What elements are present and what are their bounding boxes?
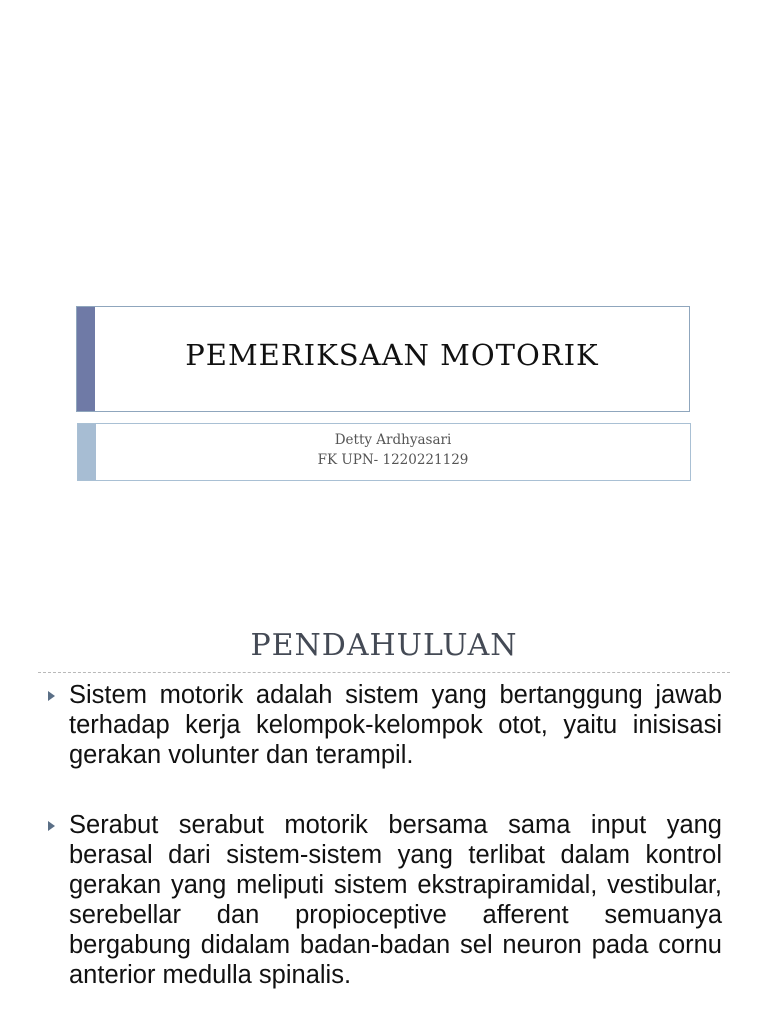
title-box: [76, 306, 690, 412]
bullet-list: [44, 680, 722, 990]
section-heading: PENDAHULUAN: [250, 628, 518, 663]
bullet-text: Sistem motorik adalah sistem yang bertanggung jawab terhadap kerja kelompok-kelompok otot, yaitu inisisasi gerakan volunter dan terampil.: [69, 681, 722, 769]
list-item: [44, 810, 722, 990]
triangle-right-icon: [48, 821, 55, 831]
author-name: Detty Ardhyasari: [334, 432, 452, 448]
subtitle-accent-bar: [78, 424, 96, 480]
subtitle-box: [77, 423, 691, 481]
heading-divider: [38, 672, 730, 673]
list-item: [44, 680, 722, 770]
subtitle: [96, 430, 690, 470]
affiliation: FK UPN- 1220221129: [317, 452, 469, 468]
title-accent-bar: [77, 307, 95, 411]
slide-title: PEMERIKSAAN MOTORIK: [185, 338, 599, 372]
content-slide: [0, 576, 768, 1024]
triangle-right-icon: [48, 691, 55, 701]
bullet-text: Serabut serabut motorik bersama sama input yang berasal dari sistem-sistem yang terlibat dalam kontrol gerakan yang meliputi sistem ekstrapiramidal, vestibular, serebellar dan propioceptive afferent semuanya bergabung didalam badan-badan sel neuron pada cornu anterior medulla spinalis.: [69, 811, 722, 989]
